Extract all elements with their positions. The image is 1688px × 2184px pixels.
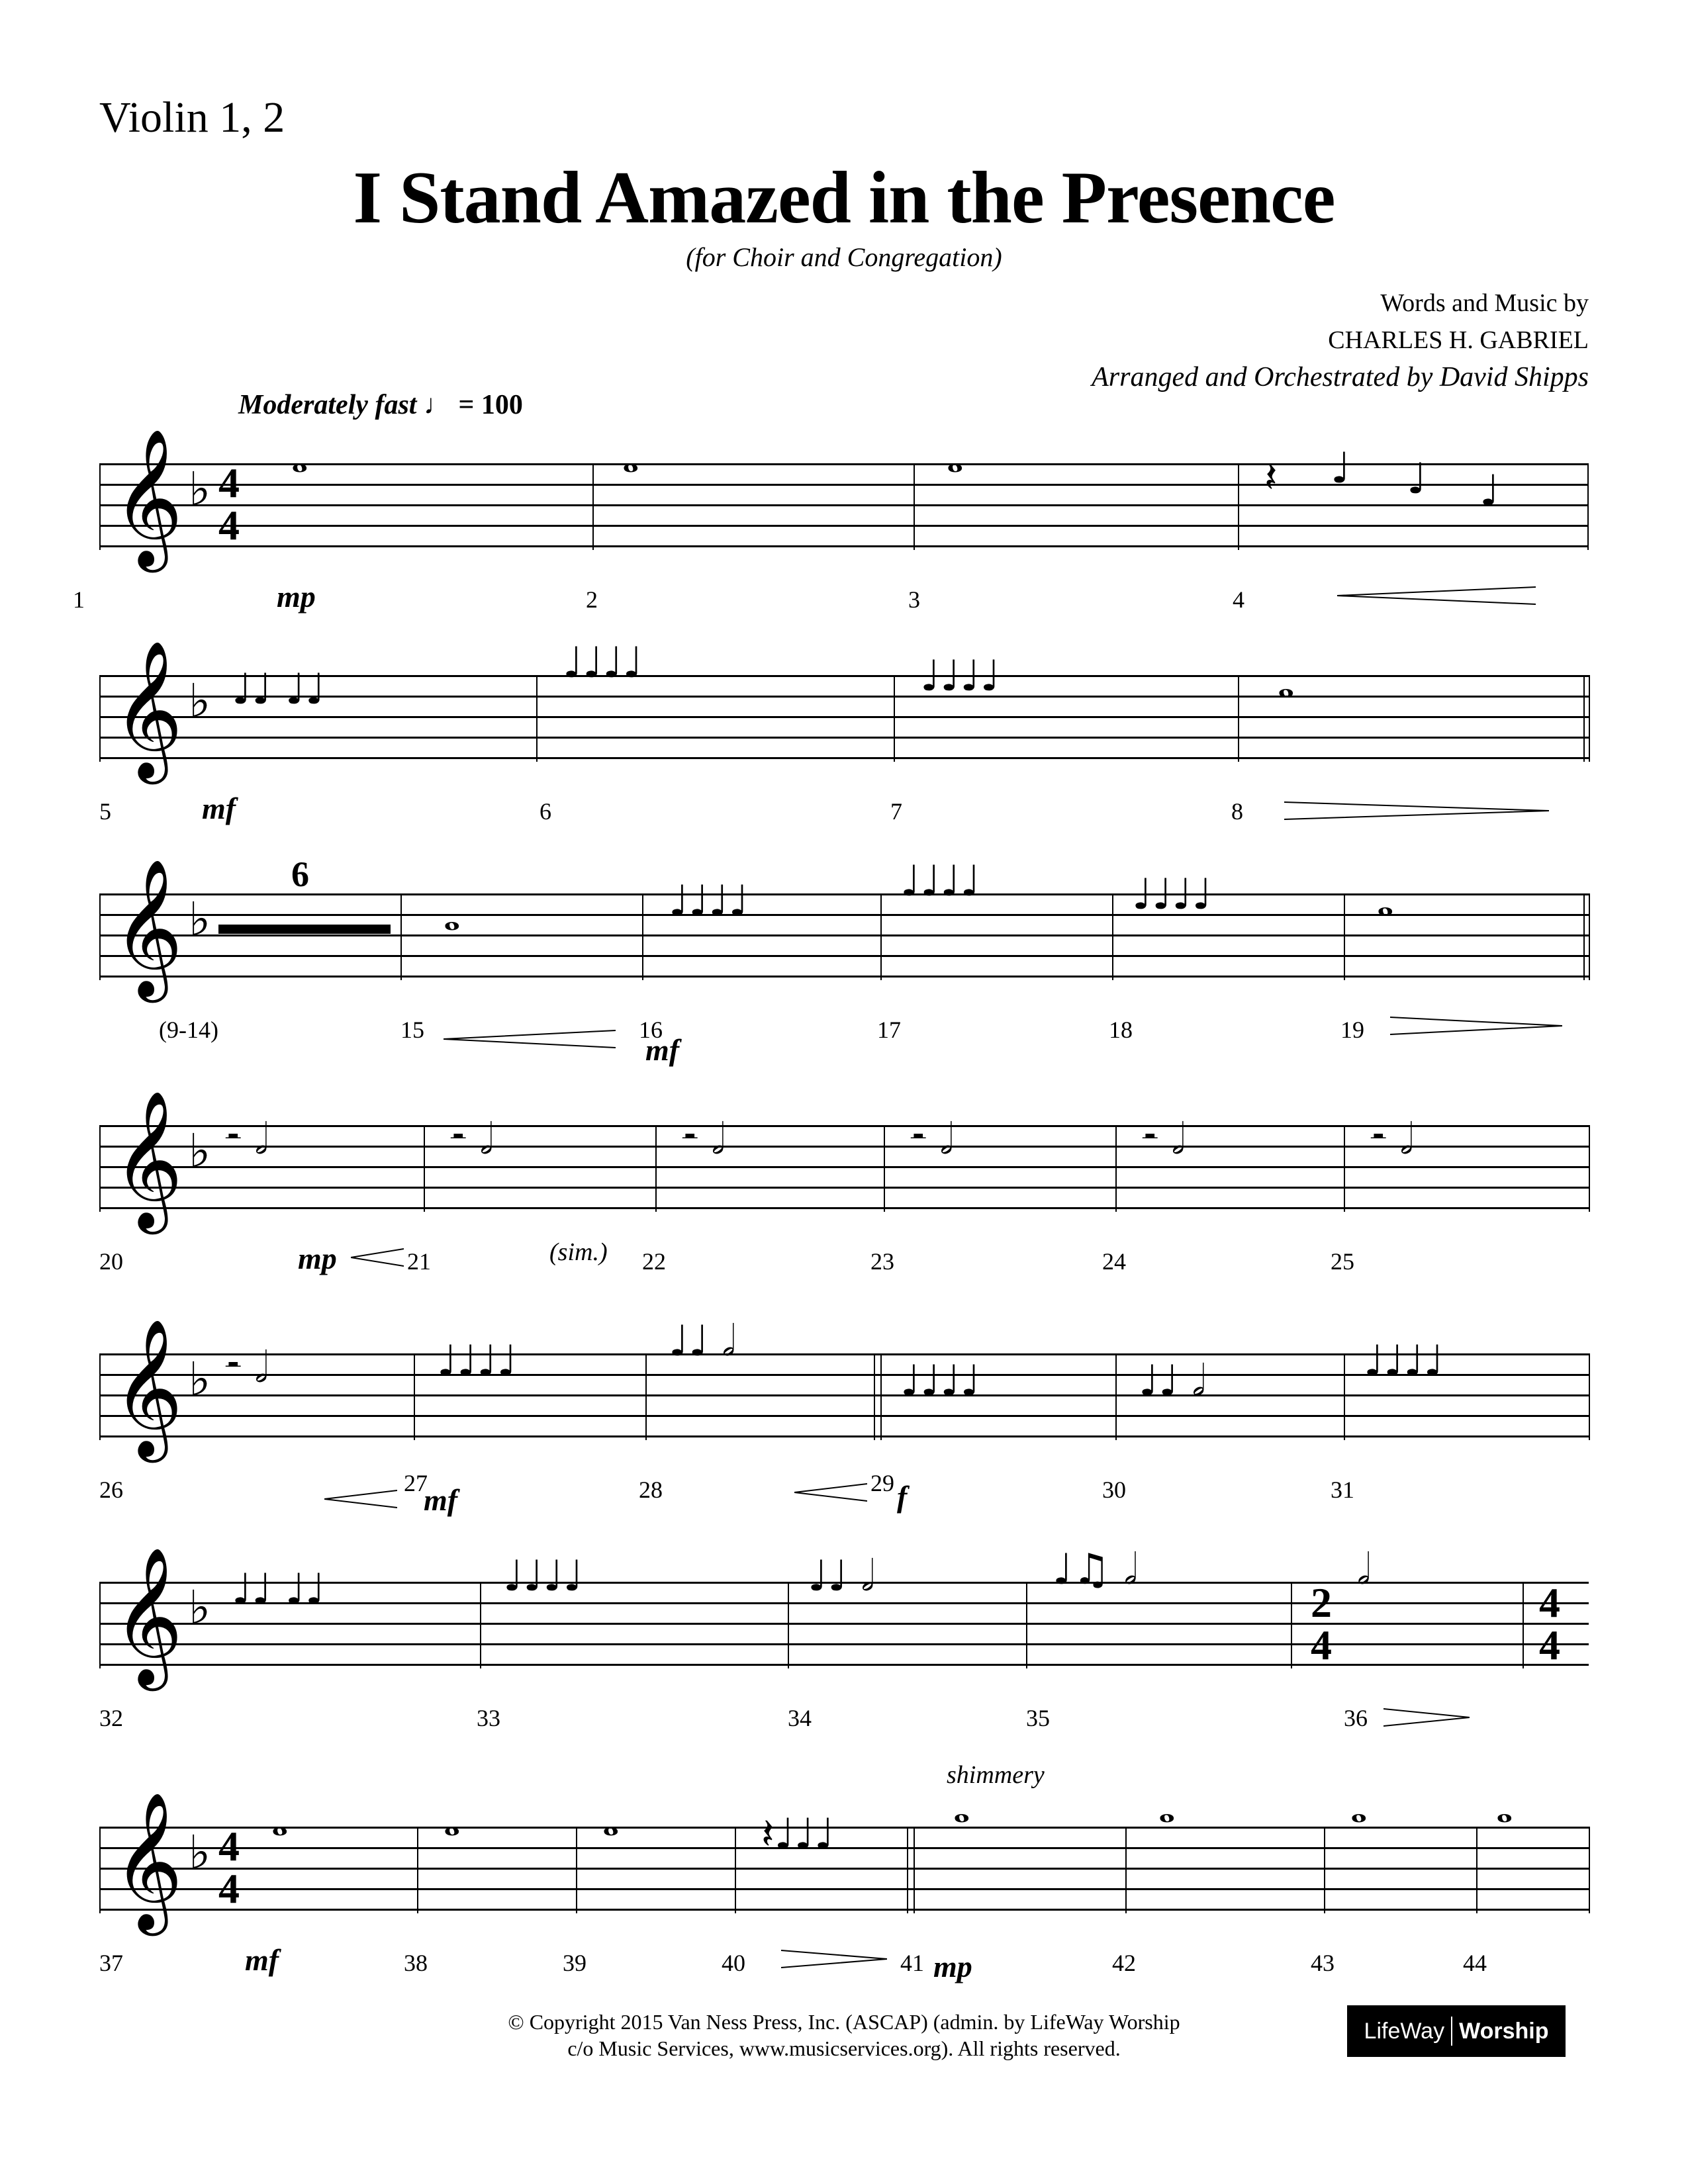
measure-number: 2 [586,586,598,613]
crescendo-hairpin-icon [1337,586,1536,606]
quarter-note-icon: ♩♩♩♩ [1364,1337,1444,1386]
flat-icon: ♭ [189,462,211,516]
measure-number: 34 [788,1705,812,1731]
quarter-note-icon: ♩♩♩♩ [920,652,1000,701]
tremolo-chord-icon: 𝅝 [1496,1784,1513,1833]
measure-number: 37 [99,1950,123,1976]
crescendo-hairpin-icon [444,1029,616,1049]
lifeway-worship-logo [1347,2005,1566,2057]
time-signature: 4 4 [218,1823,240,1912]
measure-number: 31 [1331,1477,1354,1503]
measure-number: 41 [900,1950,924,1976]
part-name: Violin 1, 2 [99,93,285,142]
staff-system-4 [99,1085,1589,1275]
quarter-note-icon: ♩♩♩♩ [900,1357,980,1406]
treble-clef-icon: 𝄞 [113,428,183,567]
decrescendo-hairpin-icon [781,1949,887,1969]
staff-system-2 [99,635,1589,825]
decrescendo-hairpin-icon [1383,1707,1470,1727]
treble-clef-icon: 𝄞 [113,858,183,997]
crescendo-hairpin-icon [324,1489,397,1509]
quarter-note-icon: ♩♩ 𝅗𝅥 [1139,1357,1206,1406]
dynamic-f: f [897,1480,908,1514]
quarter-note-icon: ♩♩♩♩ [563,639,643,688]
measure-number: 26 [99,1477,123,1503]
whole-note-icon: 𝅝 [444,891,461,940]
treble-clef-icon: 𝄞 [113,1792,183,1930]
measure-number: 30 [1102,1477,1126,1503]
half-rest-and-chord-icon: 𝄼 𝅗𝅥 [450,1115,494,1164]
measure-number: 40 [722,1950,745,1976]
dynamic-mf: mf [202,792,236,825]
quarter-note-icon: ♩ [1331,444,1351,493]
half-rest-and-note-icon: 𝄼 𝅗𝅥 [225,1343,269,1392]
sim-marking: (sim.) [549,1238,608,1266]
whole-note-icon: 𝅝 [291,433,308,482]
dynamic-mp: mp [933,1950,972,1983]
credits-words-music: Words and Music by [1380,289,1589,317]
measure-number: 19 [1340,1017,1364,1043]
measure-number: 22 [642,1248,666,1275]
double-stop-icon: ♩♩♩♩ [503,1552,583,1601]
credits [1092,285,1589,396]
time-signature-change: 2 4 [1311,1579,1332,1668]
logo-lifeway: LifeWay [1364,2018,1445,2044]
measure-number: 17 [877,1017,901,1043]
treble-clef-icon: 𝄞 [113,1090,183,1228]
measure-number: 25 [1331,1248,1354,1275]
whole-note-icon: 𝅝 [1377,877,1394,926]
quarter-rest-and-notes-icon: 𝄽♩♩♩ [761,1810,835,1859]
measure-number: 7 [890,798,902,825]
decrescendo-hairpin-icon [1284,801,1549,821]
quarter-note-icon: ♩♩ ♩♩ [232,665,326,714]
measure-number: 18 [1109,1017,1133,1043]
staff-lines [99,1823,1589,1912]
measure-number: 38 [404,1950,428,1976]
half-rest-and-chord-icon: 𝄼 𝅗𝅥 [1142,1115,1186,1164]
tempo-text: Moderately fast [238,390,417,420]
dynamic-mf: mf [245,1943,279,1977]
flat-icon: ♭ [189,892,211,946]
whole-note-icon: 𝅝 [271,1797,289,1846]
staff-system-6 [99,1542,1589,1731]
measure-number: 21 [407,1248,431,1275]
quarter-note-icon: ♩♩♩♩ [1132,870,1212,919]
tremolo-chord-icon: 𝅝 [1350,1784,1368,1833]
whole-note-icon: 𝅝 [947,433,964,482]
measure-number: 16 [639,1017,663,1043]
double-stop-icon: ♩♫ 𝅗𝅥 [1053,1545,1138,1594]
quarter-note-icon: ♩♩ ♩♩ [232,1565,326,1614]
quarter-note-icon: ♩ [1407,455,1427,504]
tempo-equals: = [458,390,475,420]
copyright-line-1: © Copyright 2015 Van Ness Press, Inc. (ASCAP) (admin. by LifeWay Worship [508,2010,1180,2034]
quarter-note-icon: ♩♩ 𝅗𝅥 [669,1317,736,1366]
treble-clef-icon: 𝄞 [113,1318,183,1457]
staff-system-5 [99,1314,1589,1517]
flat-icon: ♭ [189,1580,211,1635]
time-signature: 4 4 [218,459,240,549]
flat-icon: ♭ [189,1825,211,1880]
measure-number: 29 [870,1470,894,1496]
credits-composer: CHARLES H. GABRIEL [1328,326,1589,354]
quarter-note-icon: ♩♩♩♩ [669,877,749,926]
time-signature-courtesy: 4 4 [1539,1579,1560,1668]
measure-number: 23 [870,1248,894,1275]
staff-lines [99,893,1589,978]
measure-number: 24 [1102,1248,1126,1275]
quarter-note-icon: ♩♩♩♩ [900,857,980,906]
staff-system-7 [99,1761,1589,1983]
quarter-note-icon: ♩♩♩♩ [437,1337,517,1386]
half-rest-and-chord-icon: 𝄼 𝅗𝅥 [225,1115,269,1164]
quarter-rest-icon: 𝄽 [1264,453,1278,502]
measure-number: 1 [73,586,85,613]
shimmery-marking: shimmery [947,1761,1045,1789]
credits-arranger: Arranged and Orchestrated by David Shipps [1092,362,1589,392]
logo-divider [1451,2017,1452,2046]
whole-note-icon: 𝅝 [444,1797,461,1846]
half-rest-and-chord-icon: 𝄼 𝅗𝅥 [910,1115,954,1164]
song-subtitle: (for Choir and Congregation) [686,242,1002,272]
measure-number: 5 [99,798,111,825]
tremolo-chord-icon: 𝅝 [953,1784,970,1833]
dynamic-mp: mp [277,580,316,614]
measure-number: 39 [563,1950,586,1976]
flat-icon: ♭ [189,1124,211,1178]
whole-note-icon: 𝅝 [622,433,639,482]
measure-number: 4 [1233,586,1244,613]
measure-number: 8 [1231,798,1243,825]
measure-number: 28 [639,1477,663,1503]
decrescendo-hairpin-icon [1390,1016,1562,1036]
staff-lines [99,459,1589,549]
multimeasure-rest-count: 6 [291,854,309,894]
whole-note-icon: 𝅝 [602,1797,620,1846]
measure-number: 6 [539,798,551,825]
tempo-bpm: 100 [481,390,523,420]
dynamic-mp: mp [298,1242,337,1275]
quarter-note-icon: ♩ [423,390,451,420]
crescendo-hairpin-icon [794,1482,867,1502]
double-stop-icon: ♩♩ 𝅗𝅥 [808,1552,875,1601]
staff-lines [99,1125,1589,1210]
staff-system-3 [99,854,1589,1067]
measure-number: 15 [400,1017,424,1043]
measure-number: 42 [1112,1950,1136,1976]
multimeasure-rest-icon [218,925,391,934]
song-title: I Stand Amazed in the Presence [353,157,1335,239]
measure-number: 44 [1463,1950,1487,1976]
dynamic-mf: mf [424,1483,458,1517]
treble-clef-icon: 𝄞 [113,1547,183,1685]
half-note-icon: 𝅗𝅥 [1357,1545,1371,1594]
measure-number: 36 [1344,1705,1368,1731]
tremolo-chord-icon: 𝅝 [1158,1784,1176,1833]
measure-number: 20 [99,1248,123,1275]
quarter-note-icon: ♩ [1479,467,1500,516]
measure-number: (9-14) [159,1017,218,1043]
tempo-marking [238,389,523,421]
half-rest-and-chord-icon: 𝄼 𝅗𝅥 [682,1115,726,1164]
staff-system-1 [73,424,1589,614]
measure-number: 33 [477,1705,500,1731]
dynamic-mf: mf [645,1033,680,1067]
measure-number: 43 [1311,1950,1335,1976]
whole-note-icon: 𝅝 [1278,659,1295,707]
measure-number: 32 [99,1705,123,1731]
measure-number: 27 [404,1470,428,1496]
logo-worship: Worship [1459,2018,1549,2044]
copyright-line-2: c/o Music Services, www.musicservices.org). All rights reserved. [567,2036,1121,2060]
measure-number: 3 [908,586,920,613]
measure-number: 35 [1026,1705,1050,1731]
half-rest-and-chord-icon: 𝄼 𝅗𝅥 [1370,1115,1414,1164]
flat-icon: ♭ [189,674,211,728]
flat-icon: ♭ [189,1352,211,1406]
crescendo-hairpin-icon [351,1248,404,1267]
treble-clef-icon: 𝄞 [113,640,183,778]
